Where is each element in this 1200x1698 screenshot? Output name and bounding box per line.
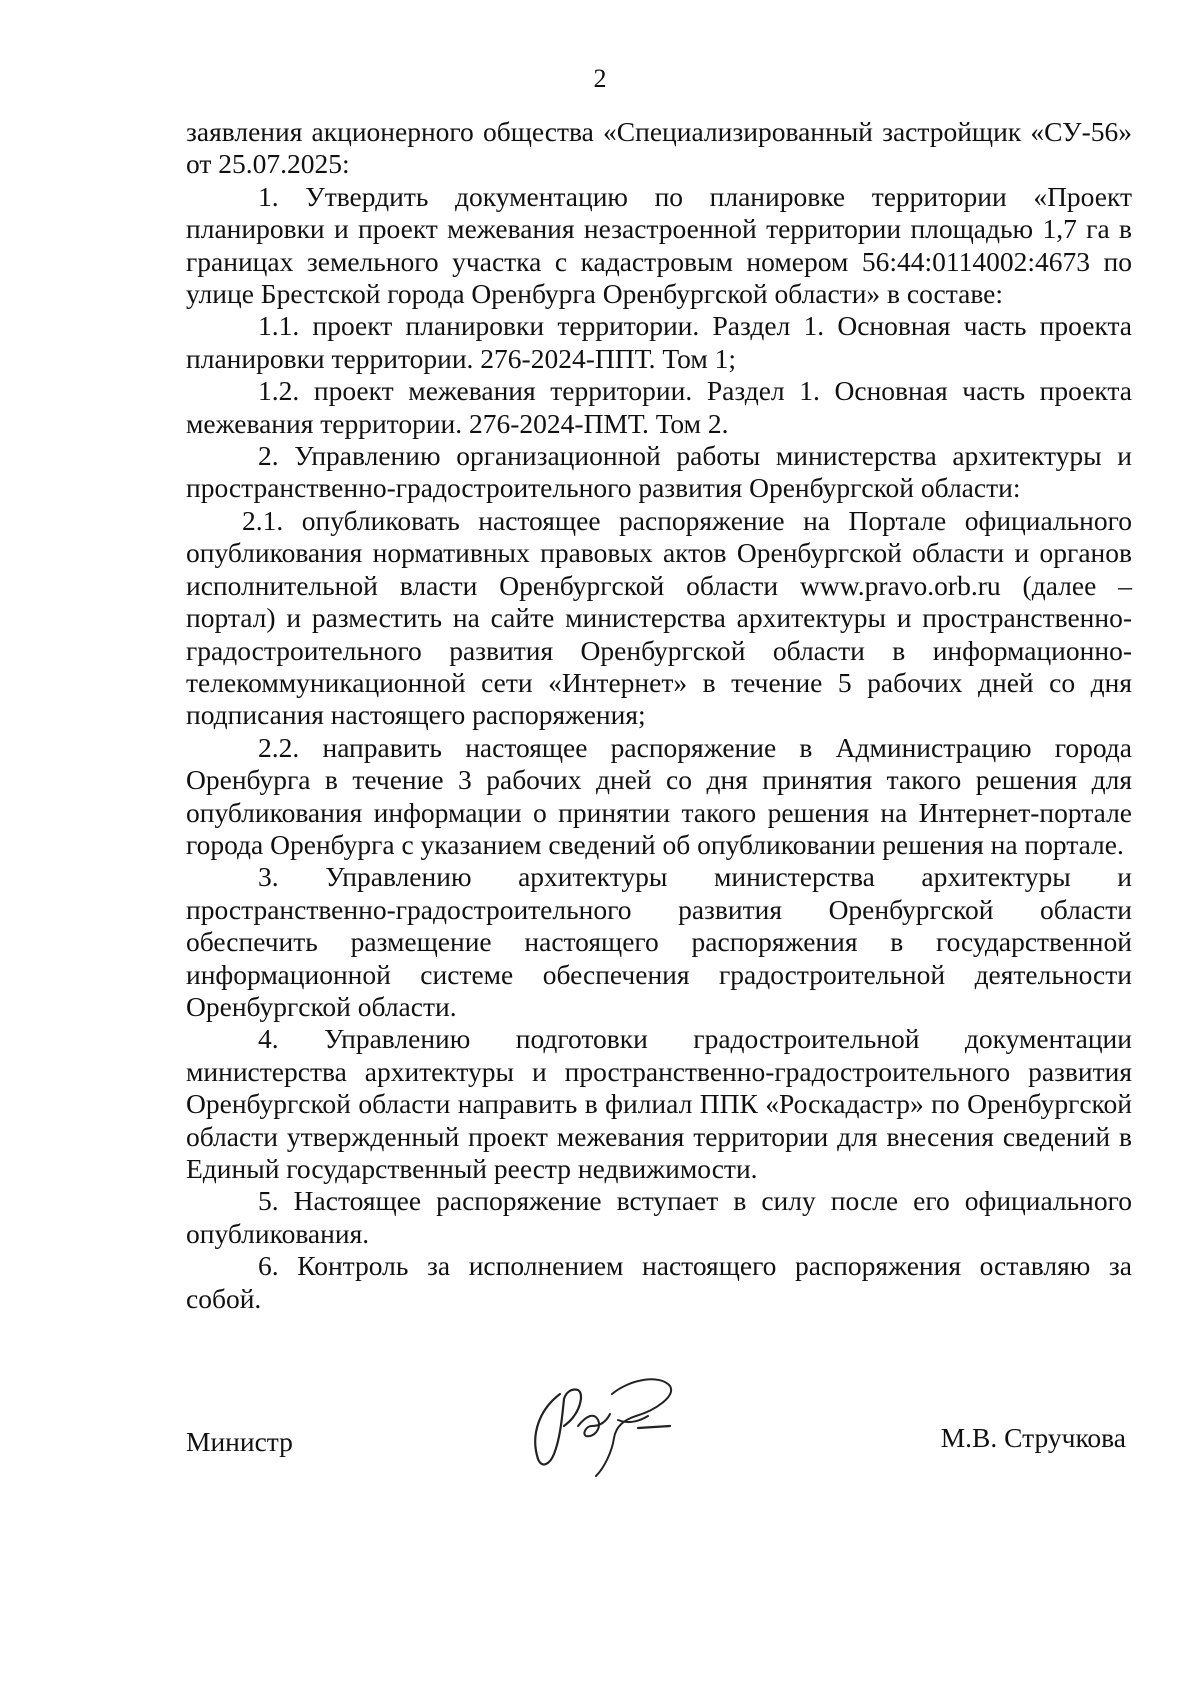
paragraph-5: 5. Настоящее распоряжение вступает в силу после его официального опубликования. [186, 1185, 1132, 1249]
paragraph-1-1: 1.1. проект планировки территории. Раздел 1. Основная часть проекта планировки территории. 276-2024-ППТ. Том 1; [186, 310, 1132, 374]
paragraph-2: 2. Управлению организационной работы министерства архитектуры и пространственно-градостроительного развития Оренбургской области: [186, 440, 1132, 504]
paragraph-2-1: 2.1. опубликовать настоящее распоряжение на Портале официального опубликования нормативных правовых актов Оренбургской области и органов исполнительной власти Оренбургской области www.pravo.orb.ru (далее – портал) и разместить на сайте министерства архитектуры и пространственно-градостроительного развития Оренбургской области в информационно-телекоммуникационной сети «Интернет» в течение 5 рабочих дней со дня подписания настоящего распоряжения; [186, 504, 1132, 731]
paragraph-6: 6. Контроль за исполнением настоящего распоряжения оставляю за собой. [186, 1250, 1132, 1314]
paragraph-1: 1. Утвердить документацию по планировке территории «Проект планировки и проект межевания незастроенной территории площадью 1,7 га в границах земельного участка с кадастровым номером 56:44:0114002:4673 по улице Брестской города Оренбурга Оренбургской области» в составе: [186, 180, 1132, 310]
signatory-name: М.В. Стручкова [940, 1422, 1126, 1453]
signatory-title: Министр [186, 1426, 293, 1457]
document-body [186, 116, 1132, 1315]
paragraph-3: 3. Управлению архитектуры министерства архитектуры и пространственно-градостроительного развития Оренбургской области обеспечить размещение настоящего распоряжения в государственной информационной системе обеспечения градостроительной деятельности Оренбургской области. [186, 861, 1132, 1022]
page-number: 2 [593, 64, 607, 93]
paragraph-1-2: 1.2. проект межевания территории. Раздел 1. Основная часть проекта межевания территории. 276-2024-ПМТ. Том 2. [186, 375, 1132, 439]
paragraph-2-2: 2.2. направить настоящее распоряжение в Администрацию города Оренбурга в течение 3 рабочих дней со дня принятия такого решения для опубликования информации о принятии такого решения на Интернет-портале города Оренбурга с указанием сведений об опубликовании решения на портале. [186, 731, 1132, 860]
paragraph-4: 4. Управлению подготовки градостроительной документации министерства архитектуры и пространственно-градостроительного развития Оренбургской области направить в филиал ППК «Роскадастр» по Оренбургской области утвержденный проект межевания территории для внесения сведений в Единый государственный реестр недвижимости. [186, 1023, 1132, 1184]
paragraph-intro: заявления акционерного общества «Специализированный застройщик «СУ-56» от 25.07.2025: [186, 116, 1132, 180]
handwritten-signature [520, 1364, 690, 1484]
signature-block [186, 1400, 1132, 1520]
